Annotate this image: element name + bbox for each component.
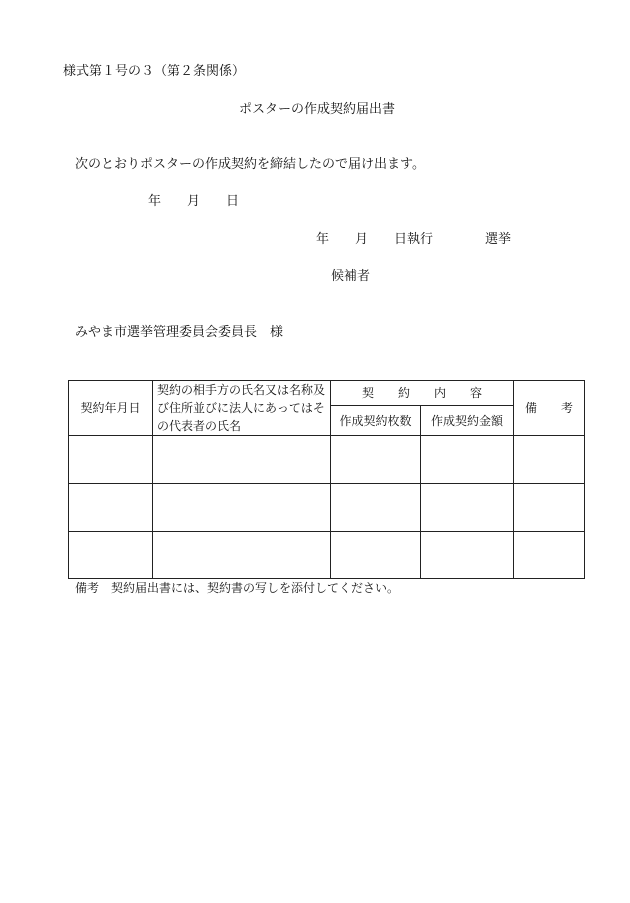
- contract-table: [68, 380, 585, 579]
- candidate-label: 候補者: [331, 269, 371, 284]
- header-counterparty-line: 契約の相手方の氏名又は名称及: [157, 383, 326, 397]
- submission-date-line: 年 月 日: [148, 194, 240, 209]
- header-amount: 作成契約金額: [421, 406, 514, 436]
- header-contract-date: 契約年月日: [69, 381, 153, 436]
- cell-contract-date: [69, 532, 153, 579]
- cell-copies: [331, 532, 421, 579]
- table-row: [69, 532, 585, 579]
- header-contract-details: 契 約 内 容: [331, 381, 514, 406]
- header-remarks: 備 考: [514, 381, 585, 436]
- cell-remarks: [514, 532, 585, 579]
- cell-contract-date: [69, 484, 153, 532]
- header-copies: 作成契約枚数: [331, 406, 421, 436]
- header-counterparty-line: の代表者の氏名: [157, 419, 242, 433]
- statement-text: 次のとおりポスターの作成契約を締結したので届け出ます。: [75, 157, 425, 172]
- table-row: [69, 484, 585, 532]
- cell-counterparty: [153, 436, 331, 484]
- cell-amount: [421, 532, 514, 579]
- cell-amount: [421, 484, 514, 532]
- form-number: 様式第１号の３（第２条関係）: [63, 64, 246, 79]
- cell-counterparty: [153, 484, 331, 532]
- election-date-line: 年 月 日執行 選挙: [316, 232, 512, 247]
- table-header-row: [69, 381, 585, 406]
- remarks-note: 備考 契約届出書には、契約書の写しを添付してください。: [75, 581, 400, 595]
- cell-remarks: [514, 484, 585, 532]
- cell-copies: [331, 484, 421, 532]
- cell-amount: [421, 436, 514, 484]
- addressee: みやま市選挙管理委員会委員長 様: [75, 325, 284, 340]
- cell-contract-date: [69, 436, 153, 484]
- header-counterparty-line: び住所並びに法人にあってはそ: [157, 401, 325, 415]
- cell-remarks: [514, 436, 585, 484]
- header-counterparty: [153, 381, 331, 436]
- document-title: ポスターの作成契約届出書: [238, 102, 395, 117]
- cell-counterparty: [153, 532, 331, 579]
- table-row: [69, 436, 585, 484]
- cell-copies: [331, 436, 421, 484]
